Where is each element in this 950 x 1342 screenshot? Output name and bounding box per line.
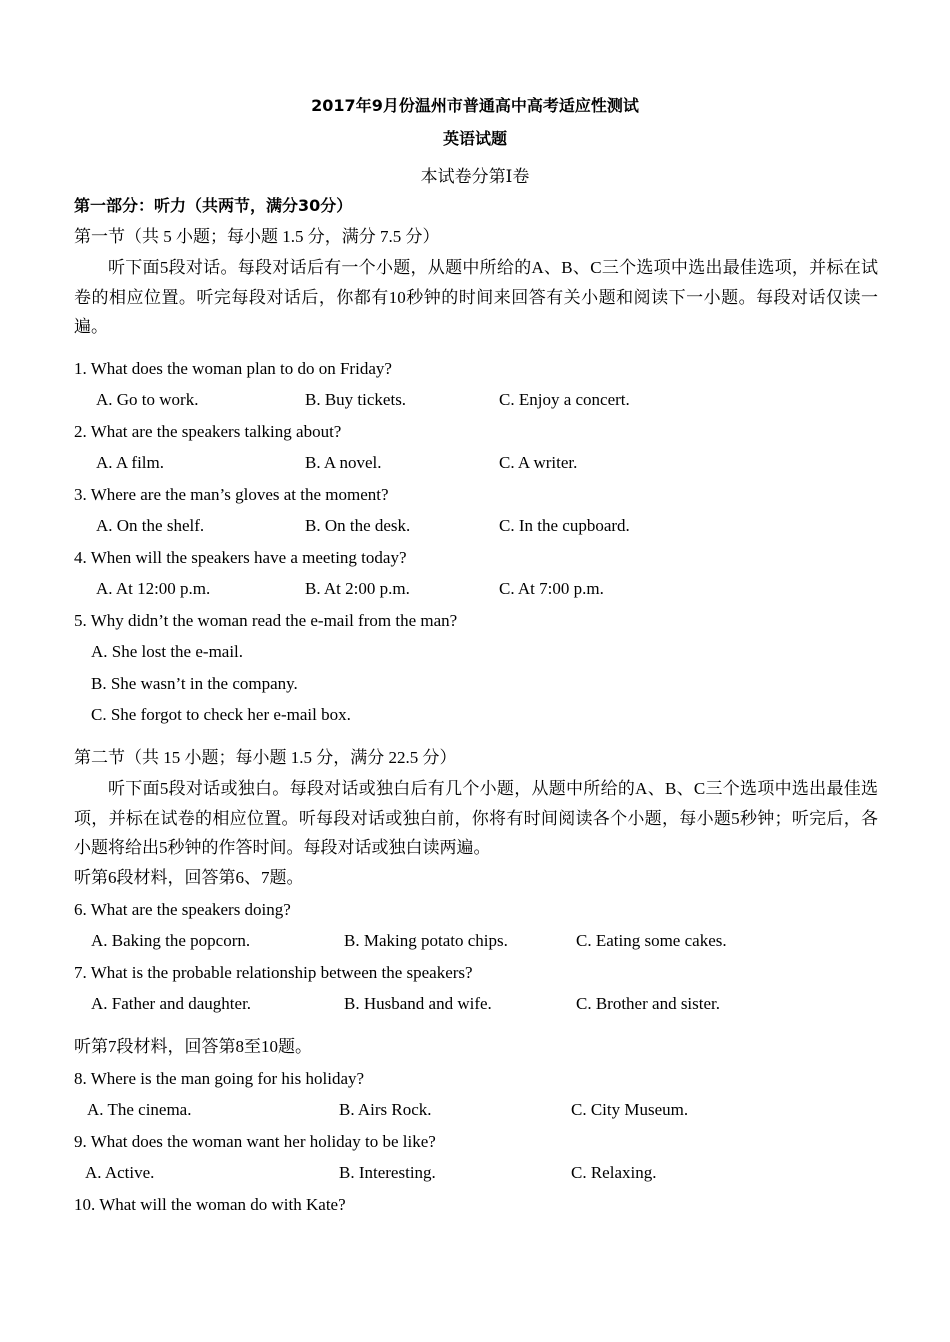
section2-instructions: 听下面5段对话或独白。每段对话或独白后有几个小题，从题中所给的A、B、C三个选项中选出最佳选项，并标在试卷的相应位置。听每段对话或独白前，你将有时间阅读各个小题，每小题5秒钟；听完后，各小题将给出5秒钟的作答时间。每段对话或独白读两遍。 <box>74 779 878 857</box>
question-1-option-b: B. Buy tickets. <box>305 390 407 409</box>
question-9-option-a: A. Active. <box>85 1163 155 1182</box>
exam-subject: 英语试题 <box>442 129 507 148</box>
question-4-option-a: A. At 12:00 p.m. <box>96 579 211 598</box>
question-5-stem: 5. Why didn’t the woman read the e-mail from the man? <box>74 611 458 630</box>
question-10-stem: 10. What will the woman do with Kate? <box>74 1195 346 1214</box>
exam-title: 2017年9月份温州市普通高中高考适应性测试 <box>311 96 639 115</box>
question-4-stem: 4. When will the speakers have a meeting today? <box>74 548 407 567</box>
question-8-option-b: B. Airs Rock. <box>339 1100 432 1119</box>
question-8-option-c: C. City Museum. <box>571 1100 689 1119</box>
question-3-option-a: A. On the shelf. <box>96 516 205 535</box>
question-7-stem: 7. What is the probable relationship between the speakers? <box>74 963 473 982</box>
question-7-option-c: C. Brother and sister. <box>576 994 721 1013</box>
question-2-stem: 2. What are the speakers talking about? <box>74 422 342 441</box>
question-2-option-b: B. A novel. <box>305 453 382 472</box>
material-7-note: 听第7段材料，回答第8至10题。 <box>74 1037 312 1056</box>
question-7-option-b: B. Husband and wife. <box>344 994 492 1013</box>
question-6-option-a: A. Baking the popcorn. <box>91 931 251 950</box>
question-2-option-a: A. A film. <box>96 453 165 472</box>
question-9-stem: 9. What does the woman want her holiday to be like? <box>74 1132 436 1151</box>
section2-heading: 第二节（共 15 小题；每小题 1.5 分，满分 22.5 分） <box>74 748 457 767</box>
question-6-option-c: C. Eating some cakes. <box>576 931 727 950</box>
question-4-option-b: B. At 2:00 p.m. <box>305 579 410 598</box>
question-1-stem: 1. What does the woman plan to do on Friday? <box>74 359 392 378</box>
question-5-option-a: A. She lost the e-mail. <box>91 642 244 661</box>
question-3-stem: 3. Where are the man’s gloves at the moment? <box>74 485 389 504</box>
part1-heading: 第一部分：听力（共两节，满分30分） <box>74 196 353 215</box>
material-6-note: 听第6段材料，回答第6、7题。 <box>74 868 304 887</box>
question-5-option-c: C. She forgot to check her e-mail box. <box>91 705 351 724</box>
section1-heading: 第一节（共 5 小题；每小题 1.5 分，满分 7.5 分） <box>74 227 440 246</box>
question-8-option-a: A. The cinema. <box>87 1100 192 1119</box>
question-5-option-b: B. She wasn’t in the company. <box>91 674 298 693</box>
question-3-option-c: C. In the cupboard. <box>499 516 630 535</box>
question-9-option-c: C. Relaxing. <box>571 1163 657 1182</box>
question-7-option-a: A. Father and daughter. <box>91 994 252 1013</box>
question-8-stem: 8. Where is the man going for his holiday? <box>74 1069 365 1088</box>
question-1-option-a: A. Go to work. <box>96 390 199 409</box>
question-9-option-b: B. Interesting. <box>339 1163 436 1182</box>
question-3-option-b: B. On the desk. <box>305 516 411 535</box>
question-1-option-c: C. Enjoy a concert. <box>499 390 630 409</box>
section1-instructions: 听下面5段对话。每段对话后有一个小题，从题中所给的A、B、C三个选项中选出最佳选项，并标在试卷的相应位置。听完每段对话后，你都有10秒钟的时间来回答有关小题和阅读下一小题。每段对话仅读一遍。 <box>74 258 878 336</box>
question-6-option-b: B. Making potato chips. <box>344 931 508 950</box>
volume-note: 本试卷分第Ⅰ卷 <box>420 167 530 186</box>
question-4-option-c: C. At 7:00 p.m. <box>499 579 604 598</box>
question-2-option-c: C. A writer. <box>499 453 578 472</box>
question-6-stem: 6. What are the speakers doing? <box>74 900 291 919</box>
